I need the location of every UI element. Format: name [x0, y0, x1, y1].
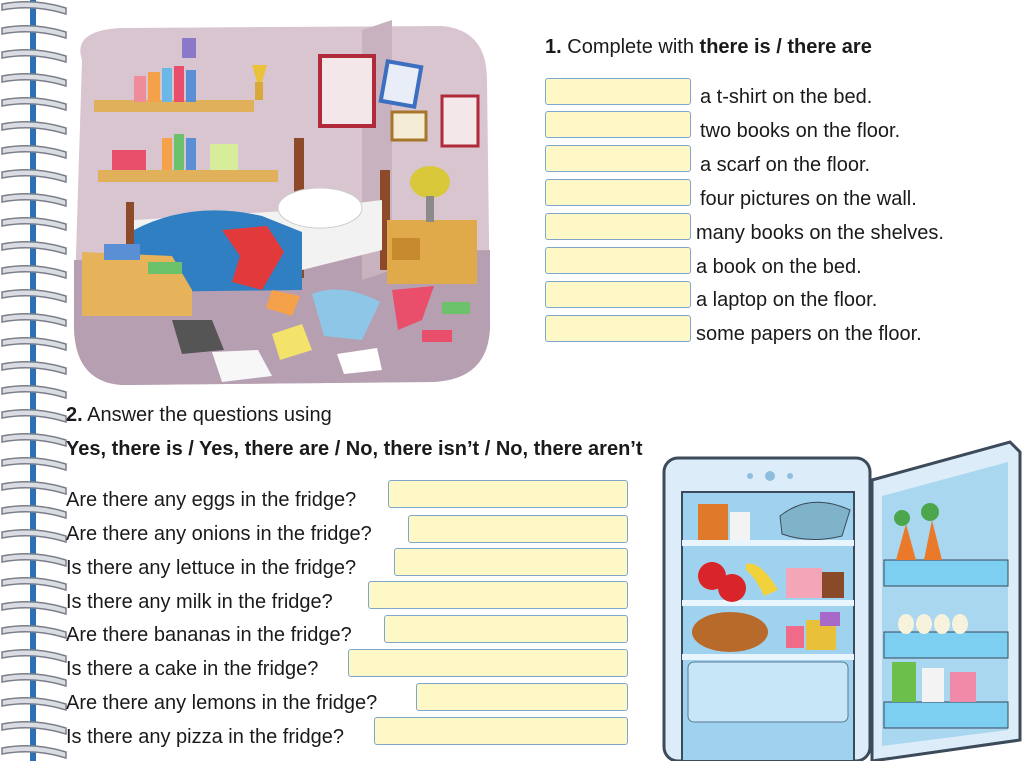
answer-field-4[interactable]	[368, 581, 628, 609]
bedroom-illustration	[62, 20, 492, 390]
question-6: Is there a cake in the fridge?	[66, 658, 319, 680]
answer-box-8[interactable]	[545, 315, 691, 342]
exercise-2-title	[66, 404, 332, 427]
answer-field-6[interactable]	[348, 649, 628, 677]
answer-box-2[interactable]	[545, 111, 691, 138]
exercise-1-instruction: Complete with	[567, 36, 694, 58]
question-8: Is there any pizza in the fridge?	[66, 726, 344, 748]
sentence-1: a t-shirt on the bed.	[700, 86, 873, 108]
question-1: Are there any eggs in the fridge?	[66, 489, 357, 511]
exercise-2-options: Yes, there is / Yes, there are / No, there isn’t / No, there aren’t	[66, 438, 643, 460]
answer-field-8[interactable]	[374, 717, 628, 745]
question-7: Are there any lemons in the fridge?	[66, 692, 378, 714]
exercise-1-instruction-bold: there is / there are	[699, 36, 872, 58]
sentence-8: some papers on the floor.	[696, 323, 922, 345]
answer-box-7[interactable]	[545, 281, 691, 308]
answer-field-7[interactable]	[416, 683, 628, 711]
answer-field-5[interactable]	[384, 615, 628, 643]
answer-box-4[interactable]	[545, 179, 691, 206]
exercise-2-number: 2.	[66, 404, 83, 426]
sentence-5: many books on the shelves.	[696, 222, 944, 244]
sentence-2: two books on the floor.	[700, 120, 901, 142]
question-5: Are there bananas in the fridge?	[66, 624, 352, 646]
answer-box-1[interactable]	[545, 78, 691, 105]
sentence-3: a scarf on the floor.	[700, 154, 871, 176]
answer-field-3[interactable]	[394, 548, 628, 576]
sentence-7: a laptop on the floor.	[696, 289, 878, 311]
sentence-4: four pictures on the wall.	[700, 188, 917, 210]
exercise-1-number: 1.	[545, 36, 562, 58]
exercise-2-instruction: Answer the questions using	[87, 404, 332, 426]
question-3: Is there any lettuce in the fridge?	[66, 557, 357, 579]
spiral-binding	[0, 0, 70, 761]
exercise-1-title	[545, 36, 872, 59]
fridge-illustration	[660, 440, 1024, 761]
sentence-6: a book on the bed.	[696, 256, 862, 278]
spiral-spine	[30, 0, 36, 761]
answer-box-3[interactable]	[545, 145, 691, 172]
answer-field-1[interactable]	[388, 480, 628, 508]
answer-box-5[interactable]	[545, 213, 691, 240]
answer-field-2[interactable]	[408, 515, 628, 543]
question-4: Is there any milk in the fridge?	[66, 591, 333, 613]
question-2: Are there any onions in the fridge?	[66, 523, 372, 545]
answer-box-6[interactable]	[545, 247, 691, 274]
